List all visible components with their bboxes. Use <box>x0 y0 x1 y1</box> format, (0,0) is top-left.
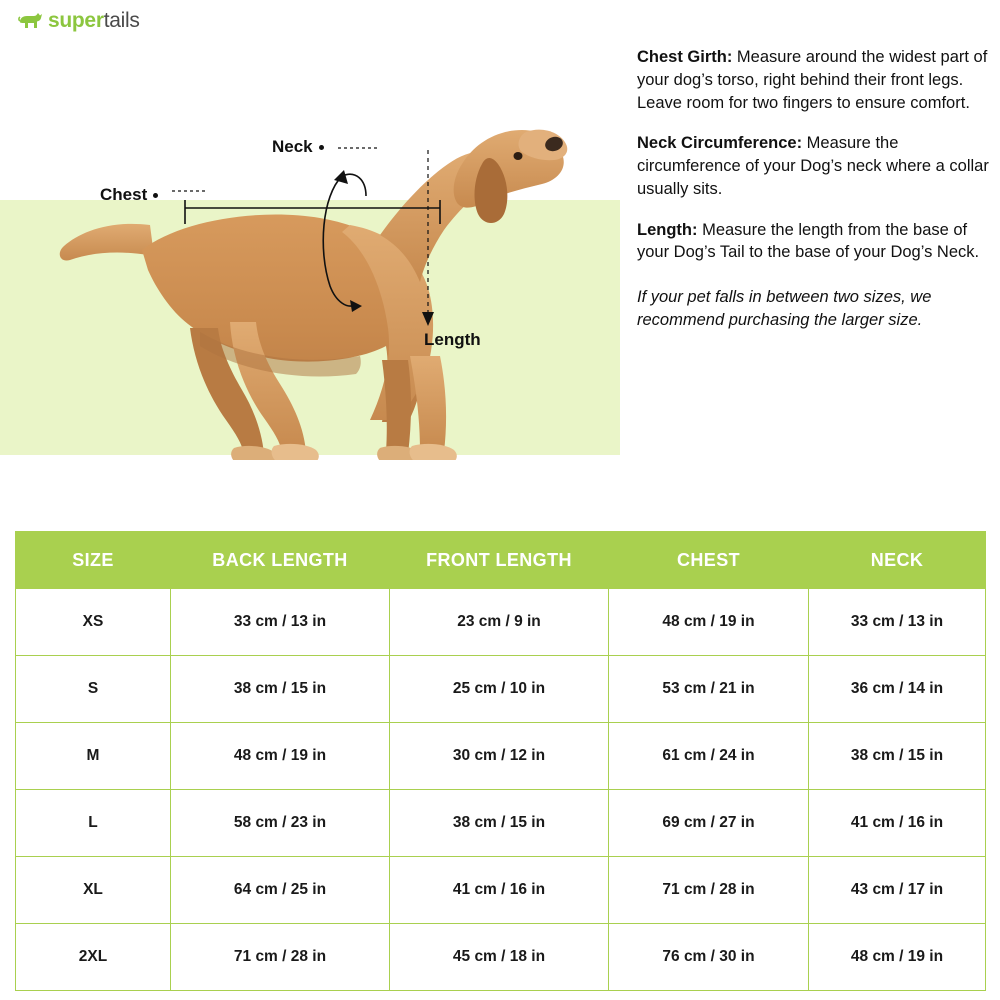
table-row <box>16 656 986 723</box>
instruction-neck-circumference-title: Neck Circumference: <box>637 134 803 153</box>
cell-front-length: 30 cm / 12 in <box>390 723 609 790</box>
measurement-instructions <box>637 46 992 350</box>
instruction-chest-girth <box>637 46 992 114</box>
instruction-chest-girth-body: Measure around the widest part of your dog’s torso, right behind their front legs. Leave room for two fingers to ensure comfort. <box>637 48 988 112</box>
column-header-back-length: BACK LENGTH <box>171 532 390 589</box>
table-row <box>16 857 986 924</box>
column-header-chest: CHEST <box>609 532 809 589</box>
cell-back-length: 58 cm / 23 in <box>171 790 390 857</box>
cell-neck: 48 cm / 19 in <box>809 924 986 991</box>
instruction-chest-girth-title: Chest Girth: <box>637 48 733 66</box>
cell-back-length: 38 cm / 15 in <box>171 656 390 723</box>
brand-name-part1: super <box>48 9 104 32</box>
instruction-length <box>637 219 992 265</box>
cell-front-length: 41 cm / 16 in <box>390 857 609 924</box>
instruction-length-title: Length: <box>637 220 698 239</box>
cell-front-length: 23 cm / 9 in <box>390 589 609 656</box>
cell-size: XS <box>16 589 171 656</box>
neck-marker-dot <box>319 145 324 150</box>
column-header-neck: NECK <box>809 532 986 589</box>
table-header-row <box>16 532 986 589</box>
brand-name-part2: tails <box>103 9 140 32</box>
column-header-front-length: FRONT LENGTH <box>390 532 609 589</box>
cell-size: XL <box>16 857 171 924</box>
cell-chest: 61 cm / 24 in <box>609 723 809 790</box>
table-row <box>16 790 986 857</box>
table-row <box>16 924 986 991</box>
cell-chest: 69 cm / 27 in <box>609 790 809 857</box>
cell-size: 2XL <box>16 924 171 991</box>
cell-back-length: 48 cm / 19 in <box>171 723 390 790</box>
table-row <box>16 589 986 656</box>
cell-chest: 48 cm / 19 in <box>609 589 809 656</box>
annotation-neck: Neck <box>272 137 324 157</box>
cell-neck: 41 cm / 16 in <box>809 790 986 857</box>
size-chart <box>15 531 985 991</box>
cell-chest: 71 cm / 28 in <box>609 857 809 924</box>
sizing-note: If your pet falls in between two sizes, we recommend purchasing the larger size. <box>637 288 932 329</box>
cell-chest: 53 cm / 21 in <box>609 656 809 723</box>
cell-size: S <box>16 656 171 723</box>
size-table <box>15 531 986 991</box>
cell-neck: 38 cm / 15 in <box>809 723 986 790</box>
instruction-length-body: Measure the length from the base of your Dog’s Tail to the base of your Dog’s Neck. <box>637 220 980 262</box>
chest-marker-dot <box>153 193 158 198</box>
table-row <box>16 723 986 790</box>
cell-chest: 76 cm / 30 in <box>609 924 809 991</box>
cell-size: M <box>16 723 171 790</box>
cell-neck: 36 cm / 14 in <box>809 656 986 723</box>
annotation-chest: Chest <box>100 185 158 205</box>
cell-front-length: 25 cm / 10 in <box>390 656 609 723</box>
annotation-length: Length <box>424 330 481 349</box>
instruction-neck-circumference-body: Measure the circumference of your Dog’s neck where a collar usually sits. <box>637 134 989 198</box>
column-header-size: SIZE <box>16 532 171 589</box>
instruction-neck-circumference <box>637 132 992 200</box>
cell-neck: 33 cm / 13 in <box>809 589 986 656</box>
cell-back-length: 33 cm / 13 in <box>171 589 390 656</box>
cell-back-length: 64 cm / 25 in <box>171 857 390 924</box>
cell-neck: 43 cm / 17 in <box>809 857 986 924</box>
cell-front-length: 38 cm / 15 in <box>390 790 609 857</box>
cell-size: L <box>16 790 171 857</box>
cell-front-length: 45 cm / 18 in <box>390 924 609 991</box>
dog-illustration <box>30 60 590 460</box>
cell-back-length: 71 cm / 28 in <box>171 924 390 991</box>
